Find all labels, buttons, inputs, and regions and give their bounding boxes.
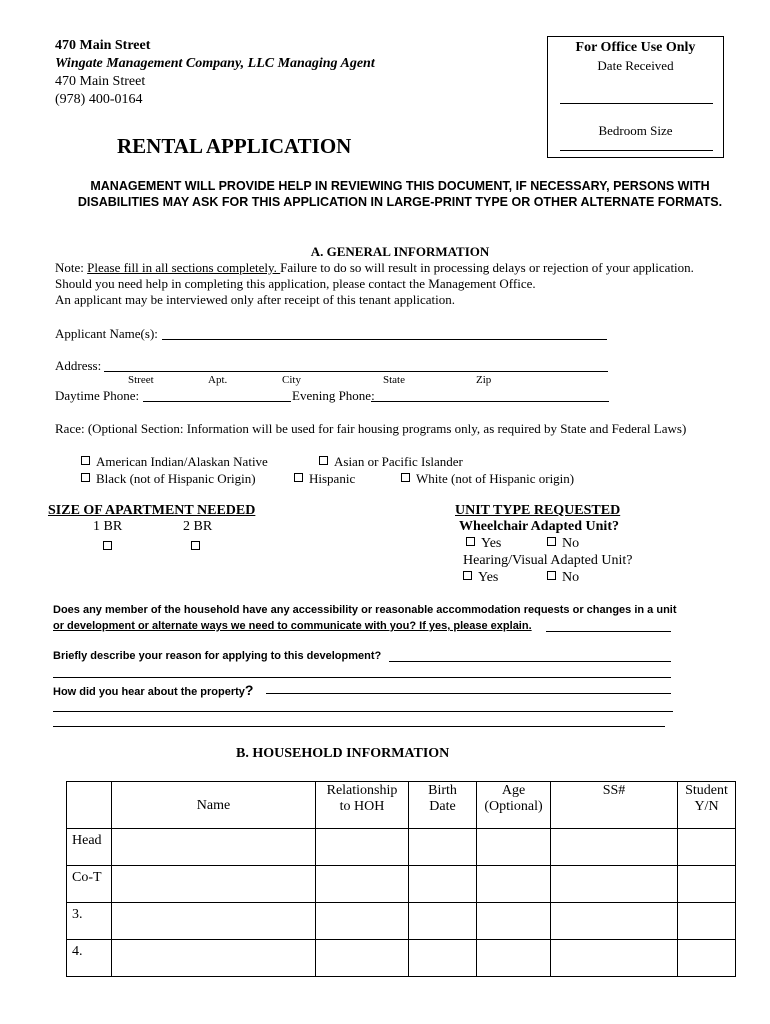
company-address: 470 Main Street bbox=[55, 74, 146, 89]
section-a-heading: A. GENERAL INFORMATION bbox=[310, 244, 490, 259]
hearing-no-label: No bbox=[562, 570, 580, 585]
row-label-cell bbox=[67, 829, 112, 866]
header-relationship bbox=[316, 782, 409, 829]
reason-question: Briefly describe your reason for applying to this development? bbox=[53, 650, 382, 662]
ss-cell[interactable] bbox=[551, 903, 678, 940]
header-student-2: Y/N bbox=[694, 799, 719, 814]
accessibility-question-2: or development or alternate ways we need to communicate with you? If yes, please explain. bbox=[53, 620, 532, 632]
checkbox-icon[interactable] bbox=[466, 537, 475, 546]
table-row bbox=[67, 903, 736, 940]
row-label-3: 3. bbox=[72, 907, 83, 922]
header-name bbox=[112, 782, 316, 829]
evening-phone-label: Evening Phone: bbox=[292, 388, 375, 403]
applicant-name-field[interactable] bbox=[162, 339, 607, 340]
bedroom-size-field[interactable] bbox=[560, 150, 713, 151]
race-asian[interactable] bbox=[319, 454, 463, 470]
row-label-head: Head bbox=[72, 833, 102, 848]
race-white-label: White (not of Hispanic origin) bbox=[416, 471, 575, 486]
name-cell[interactable] bbox=[112, 829, 316, 866]
checkbox-icon[interactable] bbox=[81, 456, 90, 465]
table-row bbox=[67, 829, 736, 866]
date-received-label: Date Received bbox=[597, 58, 674, 73]
note-underlined: Please fill in all sections completely. bbox=[87, 260, 281, 275]
checkbox-icon[interactable] bbox=[81, 473, 90, 482]
company-name: Wingate Management Company, LLC Managing Agent bbox=[55, 56, 375, 71]
checkbox-icon[interactable] bbox=[401, 473, 410, 482]
age-cell[interactable] bbox=[477, 940, 551, 977]
hear-about-answer-field[interactable] bbox=[266, 693, 671, 694]
race-line: Race: (Optional Section: Information will be used for fair housing programs only, as required by State and Federal Laws) bbox=[55, 421, 687, 436]
race-american-indian[interactable] bbox=[81, 454, 268, 470]
checkbox-icon[interactable] bbox=[547, 571, 556, 580]
bedroom-size-label: Bedroom Size bbox=[598, 123, 673, 138]
size-2br-label: 2 BR bbox=[183, 519, 213, 534]
header-age-2: (Optional) bbox=[484, 799, 543, 814]
accessibility-question-1: Does any member of the household have any accessibility or reasonable accommodation requests or changes in a unit bbox=[53, 604, 677, 616]
row-label-cell bbox=[67, 903, 112, 940]
header-birth-1: Birth bbox=[428, 783, 457, 798]
checkbox-icon[interactable] bbox=[191, 541, 200, 550]
company-street-heading: 470 Main Street bbox=[55, 38, 151, 53]
ss-cell[interactable] bbox=[551, 940, 678, 977]
applicant-name-label: Applicant Name(s): bbox=[55, 326, 158, 341]
checkbox-icon[interactable] bbox=[463, 571, 472, 580]
address-state-label: State bbox=[383, 374, 405, 386]
address-label: Address: bbox=[55, 358, 102, 373]
checkbox-icon[interactable] bbox=[547, 537, 556, 546]
reason-answer-field[interactable] bbox=[389, 661, 671, 662]
ss-cell[interactable] bbox=[551, 866, 678, 903]
note-rest: Failure to do so will result in processing delays or rejection of your application. bbox=[280, 260, 694, 275]
wheelchair-yes[interactable] bbox=[466, 536, 501, 552]
evening-phone-field[interactable] bbox=[371, 401, 609, 402]
header-cell-blank bbox=[67, 782, 112, 829]
hear-about-answer-line-2[interactable] bbox=[53, 711, 673, 712]
student-cell[interactable] bbox=[678, 829, 736, 866]
table-header-row bbox=[67, 782, 736, 829]
interview-line: An applicant may be interviewed only after receipt of this tenant application. bbox=[55, 292, 455, 307]
name-cell[interactable] bbox=[112, 940, 316, 977]
size-1br-checkbox[interactable] bbox=[103, 540, 118, 556]
reason-answer-line-2[interactable] bbox=[53, 677, 671, 678]
hearing-yes-label: Yes bbox=[478, 570, 499, 585]
checkbox-icon[interactable] bbox=[319, 456, 328, 465]
ss-cell[interactable] bbox=[551, 829, 678, 866]
address-field[interactable] bbox=[104, 371, 608, 372]
birth-date-cell[interactable] bbox=[409, 903, 477, 940]
address-city-label: City bbox=[282, 374, 301, 386]
table-row bbox=[67, 866, 736, 903]
header-student-1: Student bbox=[685, 783, 728, 798]
wheelchair-label: Wheelchair Adapted Unit? bbox=[459, 519, 619, 534]
checkbox-icon[interactable] bbox=[103, 541, 112, 550]
race-black-label: Black (not of Hispanic Origin) bbox=[96, 471, 256, 486]
accessibility-answer-field[interactable] bbox=[546, 631, 671, 632]
birth-date-cell[interactable] bbox=[409, 940, 477, 977]
hearing-label: Hearing/Visual Adapted Unit? bbox=[463, 553, 633, 568]
hear-about-answer-line-3[interactable] bbox=[53, 726, 665, 727]
table-row bbox=[67, 940, 736, 977]
address-zip-label: Zip bbox=[476, 374, 492, 386]
row-label-4: 4. bbox=[72, 944, 83, 959]
student-cell[interactable] bbox=[678, 940, 736, 977]
race-hispanic-label: Hispanic bbox=[309, 471, 356, 486]
relationship-cell[interactable] bbox=[316, 866, 409, 903]
hear-about-question-mark: ? bbox=[244, 682, 254, 698]
accessibility-notice: MANAGEMENT WILL PROVIDE HELP IN REVIEWING THIS DOCUMENT, IF NECESSARY, PERSONS WITH DISABILITIES MAY ASK FOR THIS APPLICATION IN LARGE-PRINT TYPE OR OTHER ALTERNATE FORMATS. bbox=[77, 179, 723, 209]
birth-date-cell[interactable] bbox=[409, 866, 477, 903]
race-asian-label: Asian or Pacific Islander bbox=[334, 454, 463, 469]
section-b-heading: B. HOUSEHOLD INFORMATION bbox=[236, 746, 450, 761]
relationship-cell[interactable] bbox=[316, 829, 409, 866]
size-2br-checkbox[interactable] bbox=[191, 540, 206, 556]
wheelchair-no-label: No bbox=[562, 536, 580, 551]
page-title: RENTAL APPLICATION bbox=[117, 134, 352, 158]
header-ss bbox=[551, 782, 678, 829]
header-ss-text: SS# bbox=[602, 783, 626, 798]
age-cell[interactable] bbox=[477, 866, 551, 903]
header-birth-date bbox=[409, 782, 477, 829]
relationship-cell[interactable] bbox=[316, 903, 409, 940]
race-white[interactable] bbox=[401, 471, 574, 487]
note-prefix: Note: bbox=[55, 260, 88, 275]
race-american-indian-label: American Indian/Alaskan Native bbox=[96, 454, 268, 469]
name-cell[interactable] bbox=[112, 903, 316, 940]
daytime-phone-label: Daytime Phone: bbox=[55, 388, 140, 403]
checkbox-icon[interactable] bbox=[294, 473, 303, 482]
household-table bbox=[66, 781, 736, 977]
header-relationship-2: to HOH bbox=[339, 799, 385, 814]
age-cell[interactable] bbox=[477, 829, 551, 866]
header-birth-2: Date bbox=[429, 799, 456, 814]
date-received-field[interactable] bbox=[560, 103, 713, 104]
header-age bbox=[477, 782, 551, 829]
header-age-1: Age bbox=[501, 783, 526, 798]
race-black[interactable] bbox=[81, 471, 256, 487]
help-line: Should you need help in completing this application, please contact the Management Office. bbox=[55, 276, 536, 291]
address-street-label: Street bbox=[128, 374, 154, 386]
wheelchair-no[interactable] bbox=[547, 536, 579, 552]
company-phone: (978) 400-0164 bbox=[55, 92, 143, 107]
hearing-no[interactable] bbox=[547, 570, 579, 586]
student-cell[interactable] bbox=[678, 903, 736, 940]
name-cell[interactable] bbox=[112, 866, 316, 903]
unit-type-heading: UNIT TYPE REQUESTED bbox=[455, 503, 621, 518]
address-apt-label: Apt. bbox=[208, 374, 228, 386]
daytime-phone-field[interactable] bbox=[143, 401, 291, 402]
race-hispanic[interactable] bbox=[294, 471, 355, 487]
header-student bbox=[678, 782, 736, 829]
age-cell[interactable] bbox=[477, 903, 551, 940]
relationship-cell[interactable] bbox=[316, 940, 409, 977]
size-1br-label: 1 BR bbox=[93, 519, 123, 534]
hearing-yes[interactable] bbox=[463, 570, 498, 586]
row-label-cell bbox=[67, 940, 112, 977]
hear-about-text: How did you hear about the property bbox=[53, 686, 245, 698]
student-cell[interactable] bbox=[678, 866, 736, 903]
header-name-text: Name bbox=[196, 798, 231, 813]
birth-date-cell[interactable] bbox=[409, 829, 477, 866]
apartment-size-heading: SIZE OF APARTMENT NEEDED bbox=[48, 503, 256, 518]
row-label-cot: Co-T bbox=[72, 870, 102, 885]
office-use-box bbox=[547, 36, 724, 158]
hear-about-question bbox=[53, 682, 253, 698]
office-use-heading: For Office Use Only bbox=[575, 40, 696, 55]
wheelchair-yes-label: Yes bbox=[481, 536, 502, 551]
row-label-cell bbox=[67, 866, 112, 903]
note-line bbox=[55, 260, 694, 276]
header-relationship-1: Relationship bbox=[326, 783, 398, 798]
